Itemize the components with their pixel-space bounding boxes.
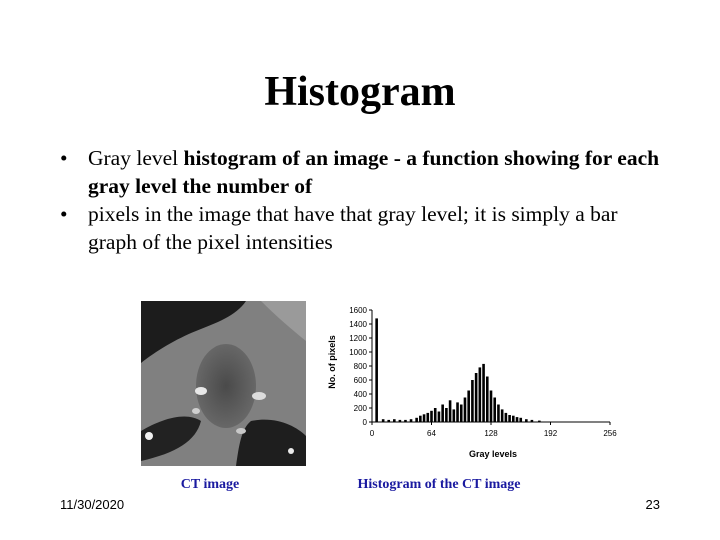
slide-title: Histogram <box>264 69 456 115</box>
bullet-symbol: • <box>60 146 68 170</box>
histogram-ytick-label: 800 <box>353 362 367 371</box>
histogram-bar <box>519 418 522 422</box>
ct-image-caption: CT image <box>180 477 240 492</box>
histogram-bar <box>482 364 485 422</box>
histogram-caption: Histogram of the CT image <box>357 477 521 492</box>
histogram-ytick-label: 400 <box>353 390 367 399</box>
histogram-bar <box>410 419 413 422</box>
footer-date: 11/30/2020 <box>60 497 125 512</box>
histogram-xtick-label: 192 <box>543 429 558 438</box>
histogram-bar <box>387 420 390 422</box>
histogram-bar <box>525 419 528 422</box>
histogram-bar <box>419 416 422 422</box>
histogram-bar <box>531 420 534 422</box>
bullet-text-1b: histogram of an image - a function showing for each gray level the number of <box>88 146 660 198</box>
bullet-symbol: • <box>60 202 68 226</box>
histogram-bar <box>393 419 396 422</box>
histogram-bar <box>493 398 496 423</box>
ct-scan-picture <box>141 301 306 466</box>
bullet-list <box>60 144 660 256</box>
histogram-bar <box>404 420 407 422</box>
histogram-ytick-label: 1400 <box>349 320 367 329</box>
histogram-bar <box>456 402 459 422</box>
histogram-ytick-label: 0 <box>362 418 367 427</box>
histogram-bar <box>486 377 489 423</box>
bullet-text-1a: Gray level <box>88 146 184 170</box>
histogram-bar <box>467 391 470 423</box>
histogram-xtick-label: 256 <box>603 429 617 438</box>
histogram-bar <box>505 413 508 422</box>
histogram-bar <box>430 411 433 422</box>
histogram-bar <box>426 413 429 422</box>
histogram-bar <box>375 318 378 422</box>
histogram-ylabel: No. of pixels <box>327 335 337 389</box>
bullet-text-2: pixels in the image that have that gray level; it is simply a bar graph of the pixel intensities <box>88 202 618 254</box>
histogram-bar <box>490 391 493 423</box>
page-number: 23 <box>645 497 660 512</box>
histogram-ytick-label: 600 <box>353 376 367 385</box>
histogram-chart <box>320 302 630 467</box>
histogram-bar <box>479 367 482 422</box>
bullet-item-2 <box>60 200 660 256</box>
histogram-ytick-label: 1200 <box>349 334 367 343</box>
histogram-bar <box>382 419 385 422</box>
histogram-bar <box>512 416 515 422</box>
histogram-bar <box>501 409 504 422</box>
histogram-bar <box>449 400 452 422</box>
histogram-ytick-label: 200 <box>353 404 367 413</box>
histogram-bar <box>434 408 437 422</box>
histogram-xtick-label: 128 <box>484 429 498 438</box>
histogram-bar <box>508 415 511 422</box>
histogram-ytick-label: 1000 <box>349 348 367 357</box>
histogram-bar <box>453 409 456 422</box>
histogram-xtick-label: 0 <box>369 429 375 438</box>
histogram-bar <box>516 417 519 422</box>
histogram-bar <box>399 420 402 422</box>
histogram-bar <box>438 412 441 423</box>
histogram-bar <box>471 380 474 422</box>
histogram-bar <box>445 408 448 422</box>
histogram-bar <box>415 418 418 422</box>
histogram-bar <box>441 405 444 423</box>
histogram-bar <box>497 405 500 423</box>
histogram-xlabel: Gray levels <box>468 449 518 459</box>
histogram-bar <box>423 414 426 422</box>
histogram-bar <box>475 373 478 422</box>
histogram-bar <box>464 398 467 423</box>
histogram-ytick-label: 1600 <box>349 306 367 315</box>
ct-image <box>141 301 306 466</box>
histogram-xtick-label: 64 <box>427 429 436 438</box>
histogram-bar <box>538 421 541 422</box>
bullet-item-1 <box>60 144 660 200</box>
histogram-bar <box>460 405 463 423</box>
